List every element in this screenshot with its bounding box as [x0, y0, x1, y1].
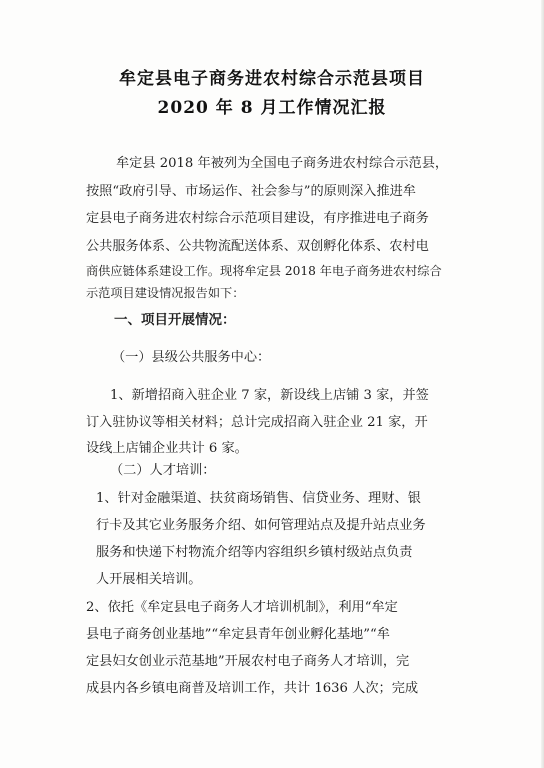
paragraph-line: 设线上店铺企业共计 6 家。 [86, 441, 248, 456]
paragraph-line: 订入驻协议等相关材料；总计完成招商入驻企业 21 家，开 [86, 415, 428, 430]
paragraph-line: 县电子商务创业基地”“牟定县青年创业孵化基地”“牟 [86, 627, 390, 642]
paragraph-line: 服务和快递下村物流介绍等内容组织乡镇村级站点负责 [96, 545, 413, 560]
paragraph-line: 1、针对金融渠道、扶贫商场销售、信贷业务、理财、银 [96, 491, 421, 506]
subsection-heading: （一）县级公共服务中心： [112, 350, 271, 365]
intro-line: 牟定县 2018 年被列为全国电子商务进农村综合示范县， [116, 156, 449, 171]
intro-line: 商供应链体系建设工作。现将牟定县 2018 年电子商务进农村综合 [86, 264, 442, 278]
section-heading: 一、项目开展情况： [114, 312, 236, 328]
document-title: 牟定县电子商务进农村综合示范县项目 [119, 69, 425, 89]
intro-line: 定县电子商务进农村综合示范项目建设，有序推进电子商务 [86, 211, 429, 226]
paragraph-line: 2、依托《牟定县电子商务人才培训机制》，利用“牟定 [86, 600, 398, 615]
paragraph-line: 1、新增招商入驻企业 7 家，新设线上店铺 3 家，并签 [110, 388, 429, 403]
paragraph-line: 定县妇女创业示范基地”开展农村电子商务人才培训，完 [86, 654, 410, 669]
subsection-heading: （二）人才培训： [110, 463, 216, 478]
paragraph-line: 成县内各乡镇电商普及培训工作，共计 1636 人次；完成 [86, 681, 419, 696]
paragraph-line: 行卡及其它业务服务介绍、如何管理站点及提升站点业务 [96, 518, 426, 533]
document-subtitle: 2020 年 8 月工作情况汇报 [157, 98, 387, 118]
paragraph-line: 人开展相关培训。 [96, 572, 202, 587]
intro-line: 按照“政府引导、市场运作、社会参与”的原则深入推进牟 [86, 184, 416, 199]
intro-line: 公共服务体系、公共物流配送体系、双创孵化体系、农村电 [86, 239, 429, 254]
intro-line: 示范项目建设情况报告如下： [86, 286, 245, 300]
